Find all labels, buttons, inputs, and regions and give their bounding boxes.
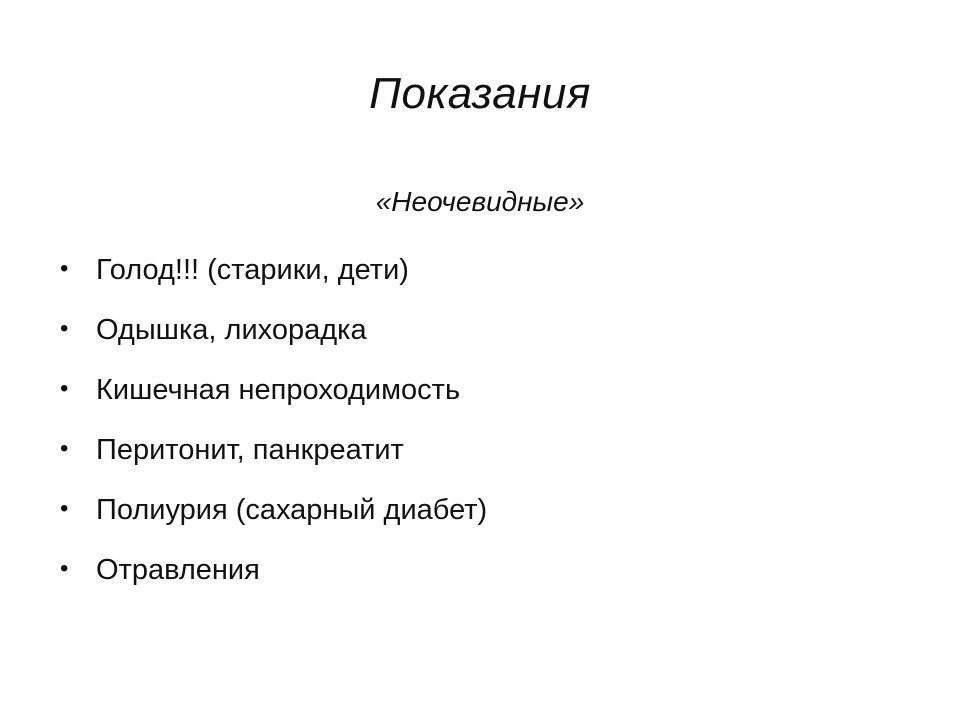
list-item: [60, 420, 487, 480]
bullet-list: [60, 240, 487, 600]
list-item: [60, 240, 487, 300]
bullet-icon: •: [60, 495, 69, 522]
list-item: [60, 480, 487, 540]
list-item: [60, 360, 487, 420]
list-item: [60, 540, 487, 600]
slide-title: Показания: [369, 69, 591, 118]
list-item-text: Одышка, лихорадка: [96, 314, 367, 346]
list-item-text: Отравления: [96, 554, 260, 586]
bullet-icon: •: [60, 375, 69, 402]
list-item-text: Голод!!! (старики, дети): [96, 254, 409, 286]
list-item-text: Перитонит, панкреатит: [96, 434, 404, 466]
list-item-text: Кишечная непроходимость: [96, 374, 461, 406]
bullet-icon: •: [60, 315, 69, 342]
list-item: [60, 300, 487, 360]
bullet-icon: •: [60, 555, 69, 582]
bullet-icon: •: [60, 435, 69, 462]
bullet-icon: •: [60, 255, 69, 282]
slide-subtitle: «Неочевидные»: [375, 186, 585, 217]
list-item-text: Полиурия (сахарный диабет): [96, 494, 488, 526]
